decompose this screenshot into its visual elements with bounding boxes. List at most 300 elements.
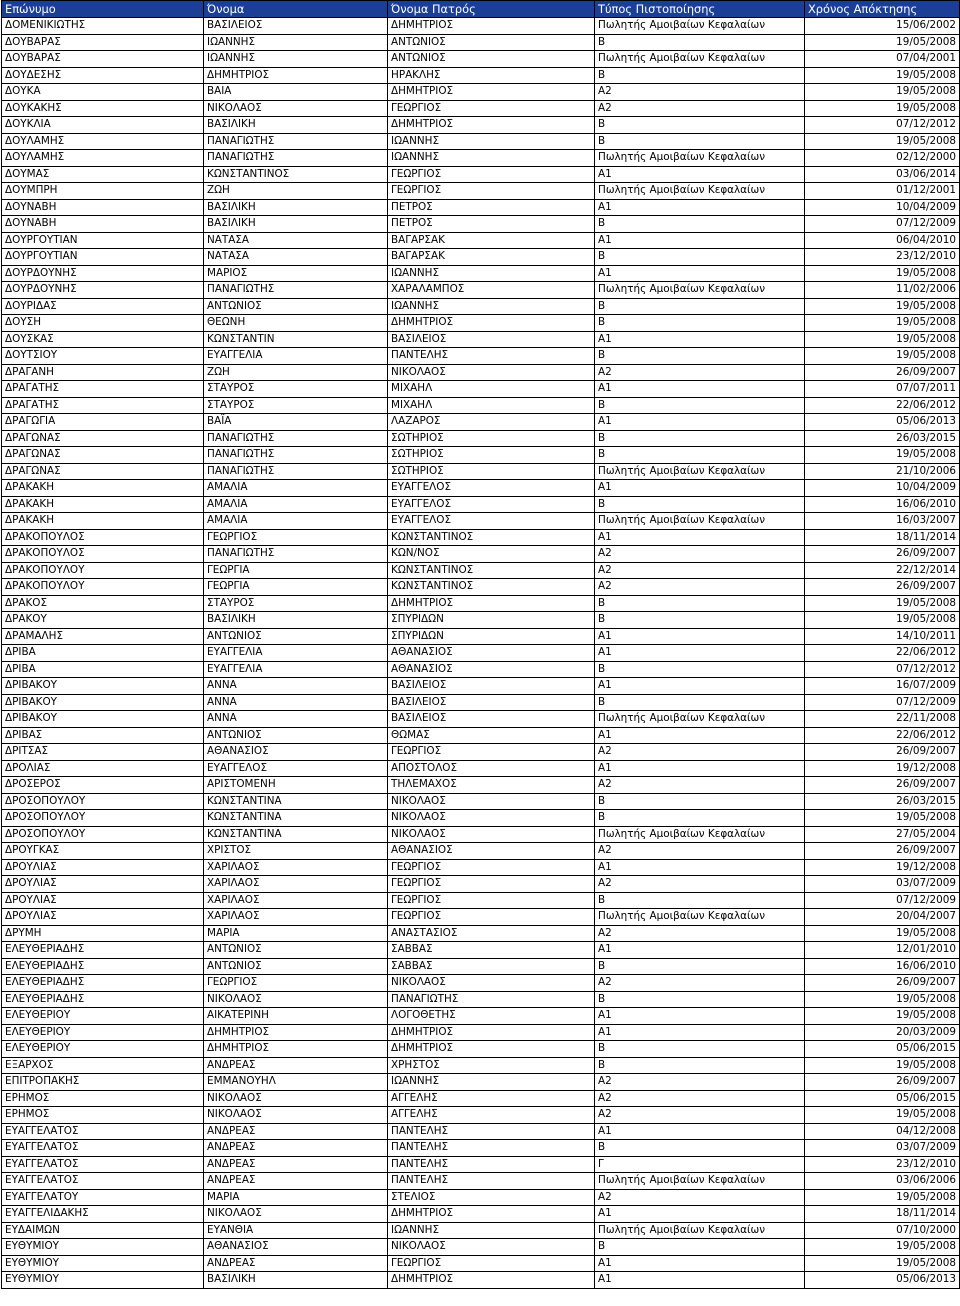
first-name-cell: ΕΜΜΑΝΟΥΗΛ: [204, 1074, 388, 1091]
acquisition-date-cell: 19/05/2008: [805, 447, 960, 464]
father-name-cell: ΠΕΤΡΟΣ: [388, 216, 595, 233]
first-name-cell: ΣΤΑΥΡΟΣ: [204, 595, 388, 612]
father-name-cell: ΓΕΩΡΓΙΟΣ: [388, 744, 595, 761]
table-row: [2, 232, 960, 249]
certification-type-cell: Β: [595, 1140, 805, 1157]
father-name-cell: ΔΗΜΗΤΡΙΟΣ: [388, 117, 595, 134]
table-row: [2, 793, 960, 810]
first-name-cell: ΧΑΡΙΛΑΟΣ: [204, 909, 388, 926]
first-name-cell: ΠΑΝΑΓΙΩΤΗΣ: [204, 546, 388, 563]
surname-cell: ΔΟΥΣΗ: [2, 315, 204, 332]
table-row: [2, 909, 960, 926]
certification-type-cell: Α1: [595, 480, 805, 497]
acquisition-date-cell: 19/05/2008: [805, 84, 960, 101]
father-name-cell: ΠΕΤΡΟΣ: [388, 199, 595, 216]
acquisition-date-cell: 26/09/2007: [805, 843, 960, 860]
surname-cell: ΕΥΑΓΓΕΛΑΤΟΣ: [2, 1123, 204, 1140]
acquisition-date-cell: 05/06/2013: [805, 1272, 960, 1289]
acquisition-date-cell: 16/06/2010: [805, 958, 960, 975]
first-name-cell: ΒΑΪΑ: [204, 414, 388, 431]
first-name-cell: ΖΩΗ: [204, 183, 388, 200]
acquisition-date-cell: 19/05/2008: [805, 612, 960, 629]
father-name-cell: ΙΩΑΝΝΗΣ: [388, 1222, 595, 1239]
certification-type-cell: Πωλητής Αμοιβαίων Κεφαλαίων: [595, 1222, 805, 1239]
header-father-name: Όνομα Πατρός: [388, 1, 595, 18]
acquisition-date-cell: 19/05/2008: [805, 1189, 960, 1206]
father-name-cell: ΤΗΛΕΜΑΧΟΣ: [388, 777, 595, 794]
first-name-cell: ΑΝΤΩΝΙΟΣ: [204, 727, 388, 744]
father-name-cell: ΑΘΑΝΑΣΙΟΣ: [388, 645, 595, 662]
table-row: [2, 1173, 960, 1190]
father-name-cell: ΓΕΩΡΓΙΟΣ: [388, 876, 595, 893]
first-name-cell: ΑΝΔΡΕΑΣ: [204, 1123, 388, 1140]
surname-cell: ΔΡΑΓΑΝΗ: [2, 364, 204, 381]
certification-type-cell: Α1: [595, 199, 805, 216]
first-name-cell: ΚΩΝΣΤΑΝΤΙΝΑ: [204, 793, 388, 810]
table-row: [2, 84, 960, 101]
acquisition-date-cell: 06/04/2010: [805, 232, 960, 249]
acquisition-date-cell: 16/03/2007: [805, 513, 960, 530]
first-name-cell: ΒΑΙΑ: [204, 84, 388, 101]
first-name-cell: ΑΝΔΡΕΑΣ: [204, 1255, 388, 1272]
certification-type-cell: Β: [595, 298, 805, 315]
certification-type-cell: Πωλητής Αμοιβαίων Κεφαλαίων: [595, 282, 805, 299]
certification-type-cell: Β: [595, 991, 805, 1008]
certification-type-cell: Β: [595, 216, 805, 233]
first-name-cell: ΑΝΝΑ: [204, 678, 388, 695]
father-name-cell: ΣΑΒΒΑΣ: [388, 942, 595, 959]
father-name-cell: ΝΙΚΟΛΑΟΣ: [388, 1239, 595, 1256]
father-name-cell: ΝΙΚΟΛΑΟΣ: [388, 826, 595, 843]
acquisition-date-cell: 19/05/2008: [805, 34, 960, 51]
first-name-cell: ΠΑΝΑΓΙΩΤΗΣ: [204, 150, 388, 167]
acquisition-date-cell: 07/04/2001: [805, 51, 960, 68]
certification-type-cell: Α2: [595, 84, 805, 101]
table-row: [2, 480, 960, 497]
first-name-cell: ΚΩΝΣΤΑΝΤΙΝΑ: [204, 810, 388, 827]
father-name-cell: ΣΩΤΗΡΙΟΣ: [388, 430, 595, 447]
certification-type-cell: Β: [595, 1057, 805, 1074]
table-row: [2, 1107, 960, 1124]
acquisition-date-cell: 07/10/2000: [805, 1222, 960, 1239]
acquisition-date-cell: 19/05/2008: [805, 1057, 960, 1074]
father-name-cell: ΙΩΑΝΝΗΣ: [388, 1074, 595, 1091]
table-row: [2, 562, 960, 579]
certification-type-cell: Α1: [595, 760, 805, 777]
table-row: [2, 133, 960, 150]
first-name-cell: ΓΕΩΡΓΙΑ: [204, 562, 388, 579]
surname-cell: ΔΟΥΚΑ: [2, 84, 204, 101]
father-name-cell: ΒΑΣΙΛΕΙΟΣ: [388, 678, 595, 695]
table-row: [2, 1255, 960, 1272]
header-row: [2, 1, 960, 18]
acquisition-date-cell: 19/05/2008: [805, 925, 960, 942]
father-name-cell: ΑΓΓΕΛΗΣ: [388, 1090, 595, 1107]
acquisition-date-cell: 04/12/2008: [805, 1123, 960, 1140]
acquisition-date-cell: 19/05/2008: [805, 1239, 960, 1256]
certification-type-cell: Α2: [595, 546, 805, 563]
acquisition-date-cell: 20/04/2007: [805, 909, 960, 926]
certification-type-cell: Α2: [595, 843, 805, 860]
certification-type-cell: Γ: [595, 1156, 805, 1173]
surname-cell: ΔΡΑΚΑΚΗ: [2, 496, 204, 513]
father-name-cell: ΑΘΑΝΑΣΙΟΣ: [388, 843, 595, 860]
acquisition-date-cell: 07/12/2012: [805, 661, 960, 678]
acquisition-date-cell: 18/11/2014: [805, 529, 960, 546]
first-name-cell: ΑΝΝΑ: [204, 694, 388, 711]
certification-type-cell: Α1: [595, 1206, 805, 1223]
table-row: [2, 1024, 960, 1041]
acquisition-date-cell: 07/12/2009: [805, 694, 960, 711]
father-name-cell: ΓΕΩΡΓΙΟΣ: [388, 859, 595, 876]
first-name-cell: ΑΙΚΑΤΕΡΙΝΗ: [204, 1008, 388, 1025]
father-name-cell: ΑΝΤΩΝΙΟΣ: [388, 51, 595, 68]
table-row: [2, 892, 960, 909]
table-row: [2, 975, 960, 992]
acquisition-date-cell: 20/03/2009: [805, 1024, 960, 1041]
first-name-cell: ΔΗΜΗΤΡΙΟΣ: [204, 1024, 388, 1041]
surname-cell: ΔΟΥΡΓΟΥΤΙΑΝ: [2, 232, 204, 249]
father-name-cell: ΔΗΜΗΤΡΙΟΣ: [388, 18, 595, 35]
father-name-cell: ΣΠΥΡΙΔΩΝ: [388, 612, 595, 629]
certification-type-cell: Πωλητής Αμοιβαίων Κεφαλαίων: [595, 711, 805, 728]
acquisition-date-cell: 26/09/2007: [805, 364, 960, 381]
certification-type-cell: Α2: [595, 1189, 805, 1206]
father-name-cell: ΣΤΕΛΙΟΣ: [388, 1189, 595, 1206]
first-name-cell: ΓΕΩΡΓΙΟΣ: [204, 529, 388, 546]
surname-cell: ΔΡΙΤΣΑΣ: [2, 744, 204, 761]
surname-cell: ΔΡΟΥΓΚΑΣ: [2, 843, 204, 860]
table-row: [2, 183, 960, 200]
acquisition-date-cell: 16/07/2009: [805, 678, 960, 695]
first-name-cell: ΔΗΜΗΤΡΙΟΣ: [204, 67, 388, 84]
father-name-cell: ΒΑΣΙΛΕΙΟΣ: [388, 711, 595, 728]
surname-cell: ΕΛΕΥΘΕΡΙΟΥ: [2, 1008, 204, 1025]
table-row: [2, 958, 960, 975]
father-name-cell: ΠΑΝΤΕΛΗΣ: [388, 348, 595, 365]
first-name-cell: ΓΕΩΡΓΙΑ: [204, 579, 388, 596]
acquisition-date-cell: 03/07/2009: [805, 1140, 960, 1157]
surname-cell: ΕΛΕΥΘΕΡΙΑΔΗΣ: [2, 958, 204, 975]
surname-cell: ΔΡΟΣΟΠΟΥΛΟΥ: [2, 826, 204, 843]
acquisition-date-cell: 19/05/2008: [805, 1008, 960, 1025]
first-name-cell: ΕΥΑΓΓΕΛΙΑ: [204, 348, 388, 365]
surname-cell: ΔΡΟΛΙΑΣ: [2, 760, 204, 777]
acquisition-date-cell: 03/07/2009: [805, 876, 960, 893]
certification-type-cell: Α1: [595, 1272, 805, 1289]
father-name-cell: ΑΝΤΩΝΙΟΣ: [388, 34, 595, 51]
surname-cell: ΔΟΜΕΝΙΚΙΩΤΗΣ: [2, 18, 204, 35]
first-name-cell: ΧΡΙΣΤΟΣ: [204, 843, 388, 860]
father-name-cell: ΣΑΒΒΑΣ: [388, 958, 595, 975]
first-name-cell: ΑΜΑΛΙΑ: [204, 513, 388, 530]
father-name-cell: ΣΠΥΡΙΔΩΝ: [388, 628, 595, 645]
surname-cell: ΔΡΑΓΩΝΑΣ: [2, 430, 204, 447]
surname-cell: ΔΡΑΚΟΠΟΥΛΟΥ: [2, 579, 204, 596]
certification-type-cell: Β: [595, 348, 805, 365]
table-row: [2, 265, 960, 282]
table-row: [2, 925, 960, 942]
surname-cell: ΕΛΕΥΘΕΡΙΟΥ: [2, 1041, 204, 1058]
surname-cell: ΔΟΥΣΚΑΣ: [2, 331, 204, 348]
acquisition-date-cell: 26/03/2015: [805, 793, 960, 810]
first-name-cell: ΑΝΤΩΝΙΟΣ: [204, 942, 388, 959]
table-row: [2, 843, 960, 860]
surname-cell: ΔΡΟΥΛΙΑΣ: [2, 909, 204, 926]
surname-cell: ΕΥΑΓΓΕΛΑΤΟΥ: [2, 1189, 204, 1206]
acquisition-date-cell: 11/02/2006: [805, 282, 960, 299]
table-row: [2, 1189, 960, 1206]
table-row: [2, 18, 960, 35]
father-name-cell: ΒΑΓΑΡΣΑΚ: [388, 249, 595, 266]
acquisition-date-cell: 26/09/2007: [805, 975, 960, 992]
first-name-cell: ΕΥΑΓΓΕΛΟΣ: [204, 760, 388, 777]
table-row: [2, 150, 960, 167]
first-name-cell: ΔΗΜΗΤΡΙΟΣ: [204, 1041, 388, 1058]
surname-cell: ΔΟΥΒΑΡΑΣ: [2, 51, 204, 68]
table-row: [2, 331, 960, 348]
table-row: [2, 298, 960, 315]
surname-cell: ΔΡΑΓΑΤΗΣ: [2, 381, 204, 398]
acquisition-date-cell: 22/06/2012: [805, 727, 960, 744]
surname-cell: ΕΥΑΓΓΕΛΑΤΟΣ: [2, 1156, 204, 1173]
certification-type-cell: Α1: [595, 414, 805, 431]
acquisition-date-cell: 19/05/2008: [805, 810, 960, 827]
father-name-cell: ΚΩΝΣΤΑΝΤΙΝΟΣ: [388, 529, 595, 546]
surname-cell: ΕΥΑΓΓΕΛΑΤΟΣ: [2, 1140, 204, 1157]
surname-cell: ΕΡΗΜΟΣ: [2, 1090, 204, 1107]
acquisition-date-cell: 19/12/2008: [805, 859, 960, 876]
father-name-cell: ΓΕΩΡΓΙΟΣ: [388, 183, 595, 200]
acquisition-date-cell: 05/06/2015: [805, 1041, 960, 1058]
acquisition-date-cell: 22/06/2012: [805, 645, 960, 662]
first-name-cell: ΒΑΣΙΛΕΙΟΣ: [204, 18, 388, 35]
first-name-cell: ΜΑΡΙΑ: [204, 1189, 388, 1206]
first-name-cell: ΜΑΡΙΟΣ: [204, 265, 388, 282]
certification-type-cell: Πωλητής Αμοιβαίων Κεφαλαίων: [595, 183, 805, 200]
acquisition-date-cell: 22/06/2012: [805, 397, 960, 414]
father-name-cell: ΓΕΩΡΓΙΟΣ: [388, 892, 595, 909]
surname-cell: ΔΡΙΒΑ: [2, 645, 204, 662]
father-name-cell: ΔΗΜΗΤΡΙΟΣ: [388, 1041, 595, 1058]
surname-cell: ΔΡΑΚΟΠΟΥΛΟΣ: [2, 546, 204, 563]
surname-cell: ΔΡΑΚΑΚΗ: [2, 513, 204, 530]
certification-type-cell: Α2: [595, 579, 805, 596]
acquisition-date-cell: 19/12/2008: [805, 760, 960, 777]
acquisition-date-cell: 22/11/2008: [805, 711, 960, 728]
table-row: [2, 199, 960, 216]
surname-cell: ΔΡΙΒΑΚΟΥ: [2, 678, 204, 695]
surname-cell: ΔΟΥΤΣΙΟΥ: [2, 348, 204, 365]
certification-type-cell: Β: [595, 34, 805, 51]
father-name-cell: ΙΩΑΝΝΗΣ: [388, 298, 595, 315]
certification-type-cell: Α1: [595, 1008, 805, 1025]
certification-type-cell: Α1: [595, 942, 805, 959]
acquisition-date-cell: 15/06/2002: [805, 18, 960, 35]
table-row: [2, 645, 960, 662]
certification-type-cell: Α1: [595, 645, 805, 662]
acquisition-date-cell: 19/05/2008: [805, 133, 960, 150]
first-name-cell: ΠΑΝΑΓΙΩΤΗΣ: [204, 282, 388, 299]
first-name-cell: ΝΙΚΟΛΑΟΣ: [204, 1107, 388, 1124]
father-name-cell: ΛΑΖΑΡΟΣ: [388, 414, 595, 431]
certification-type-cell: Α1: [595, 166, 805, 183]
father-name-cell: ΝΙΚΟΛΑΟΣ: [388, 364, 595, 381]
table-row: [2, 463, 960, 480]
certification-type-cell: Α2: [595, 1074, 805, 1091]
certification-type-cell: Α1: [595, 678, 805, 695]
acquisition-date-cell: 19/05/2008: [805, 1107, 960, 1124]
certification-type-cell: Β: [595, 133, 805, 150]
table-row: [2, 628, 960, 645]
father-name-cell: ΚΩΝ/ΝΟΣ: [388, 546, 595, 563]
surname-cell: ΕΥΘΥΜΙΟΥ: [2, 1239, 204, 1256]
surname-cell: ΔΟΥΡΔΟΥΝΗΣ: [2, 265, 204, 282]
header-acquisition-date: Χρόνος Απόκτησης: [805, 1, 960, 18]
father-name-cell: ΑΝΑΣΤΑΣΙΟΣ: [388, 925, 595, 942]
acquisition-date-cell: 02/12/2000: [805, 150, 960, 167]
father-name-cell: ΗΡΑΚΛΗΣ: [388, 67, 595, 84]
certification-type-cell: Β: [595, 810, 805, 827]
surname-cell: ΕΛΕΥΘΕΡΙΑΔΗΣ: [2, 991, 204, 1008]
acquisition-date-cell: 19/05/2008: [805, 67, 960, 84]
certification-type-cell: Β: [595, 958, 805, 975]
first-name-cell: ΒΑΣΙΛΙΚΗ: [204, 612, 388, 629]
table-row: [2, 859, 960, 876]
acquisition-date-cell: 07/07/2011: [805, 381, 960, 398]
first-name-cell: ΒΑΣΙΛΙΚΗ: [204, 117, 388, 134]
table-row: [2, 51, 960, 68]
father-name-cell: ΑΓΓΕΛΗΣ: [388, 1107, 595, 1124]
acquisition-date-cell: 18/11/2014: [805, 1206, 960, 1223]
certification-type-cell: Β: [595, 249, 805, 266]
table-row: [2, 1074, 960, 1091]
father-name-cell: ΔΗΜΗΤΡΙΟΣ: [388, 315, 595, 332]
certification-type-cell: Β: [595, 892, 805, 909]
certification-table: [1, 0, 960, 1289]
table-row: [2, 826, 960, 843]
table-row: [2, 381, 960, 398]
acquisition-date-cell: 10/04/2009: [805, 480, 960, 497]
surname-cell: ΔΡΑΚΟΠΟΥΛΟΥ: [2, 562, 204, 579]
acquisition-date-cell: 27/05/2004: [805, 826, 960, 843]
certification-type-cell: Β: [595, 117, 805, 134]
father-name-cell: ΒΑΓΑΡΣΑΚ: [388, 232, 595, 249]
certification-type-cell: Α2: [595, 744, 805, 761]
surname-cell: ΕΛΕΥΘΕΡΙΑΔΗΣ: [2, 975, 204, 992]
father-name-cell: ΧΑΡΑΛΑΜΠΟΣ: [388, 282, 595, 299]
certification-type-cell: Β: [595, 612, 805, 629]
first-name-cell: ΝΑΤΑΣΑ: [204, 249, 388, 266]
table-row: [2, 942, 960, 959]
first-name-cell: ΚΩΝΣΤΑΝΤΙΝ: [204, 331, 388, 348]
surname-cell: ΔΡΑΓΩΝΑΣ: [2, 463, 204, 480]
father-name-cell: ΕΥΑΓΓΕΛΟΣ: [388, 480, 595, 497]
certification-type-cell: Β: [595, 67, 805, 84]
table-row: [2, 1222, 960, 1239]
table-row: [2, 678, 960, 695]
table-row: [2, 1123, 960, 1140]
surname-cell: ΔΡΑΚΟΠΟΥΛΟΣ: [2, 529, 204, 546]
surname-cell: ΕΛΕΥΘΕΡΙΟΥ: [2, 1024, 204, 1041]
table-row: [2, 612, 960, 629]
acquisition-date-cell: 23/12/2010: [805, 1156, 960, 1173]
acquisition-date-cell: 07/12/2009: [805, 892, 960, 909]
father-name-cell: ΒΑΣΙΛΕΙΟΣ: [388, 331, 595, 348]
table-row: [2, 513, 960, 530]
certification-type-cell: Α2: [595, 364, 805, 381]
surname-cell: ΕΥΘΥΜΙΟΥ: [2, 1272, 204, 1289]
first-name-cell: ΠΑΝΑΓΙΩΤΗΣ: [204, 463, 388, 480]
first-name-cell: ΒΑΣΙΛΙΚΗ: [204, 1272, 388, 1289]
surname-cell: ΕΥΘΥΜΙΟΥ: [2, 1255, 204, 1272]
certification-type-cell: Α2: [595, 925, 805, 942]
surname-cell: ΔΟΥΡΔΟΥΝΗΣ: [2, 282, 204, 299]
first-name-cell: ΑΜΑΛΙΑ: [204, 480, 388, 497]
table-row: [2, 1057, 960, 1074]
surname-cell: ΔΡΙΒΑΚΟΥ: [2, 711, 204, 728]
table-row: [2, 34, 960, 51]
first-name-cell: ΑΘΑΝΑΣΙΟΣ: [204, 1239, 388, 1256]
table-row: [2, 744, 960, 761]
acquisition-date-cell: 19/05/2008: [805, 595, 960, 612]
surname-cell: ΔΟΥΡΓΟΥΤΙΑΝ: [2, 249, 204, 266]
table-row: [2, 364, 960, 381]
table-row: [2, 117, 960, 134]
surname-cell: ΔΡΑΓΩΝΑΣ: [2, 447, 204, 464]
father-name-cell: ΓΕΩΡΓΙΟΣ: [388, 909, 595, 926]
father-name-cell: ΠΑΝΤΕΛΗΣ: [388, 1140, 595, 1157]
certification-type-cell: Α2: [595, 975, 805, 992]
acquisition-date-cell: 07/12/2012: [805, 117, 960, 134]
first-name-cell: ΧΑΡΙΛΑΟΣ: [204, 859, 388, 876]
certification-type-cell: Α1: [595, 529, 805, 546]
acquisition-date-cell: 26/09/2007: [805, 546, 960, 563]
first-name-cell: ΑΝΔΡΕΑΣ: [204, 1140, 388, 1157]
acquisition-date-cell: 05/06/2015: [805, 1090, 960, 1107]
certification-type-cell: Β: [595, 397, 805, 414]
table-row: [2, 1041, 960, 1058]
acquisition-date-cell: 26/09/2007: [805, 1074, 960, 1091]
father-name-cell: ΕΥΑΓΓΕΛΟΣ: [388, 496, 595, 513]
surname-cell: ΔΡΟΥΛΙΑΣ: [2, 892, 204, 909]
certification-type-cell: Β: [595, 661, 805, 678]
father-name-cell: ΘΩΜΑΣ: [388, 727, 595, 744]
acquisition-date-cell: 26/09/2007: [805, 579, 960, 596]
certification-type-cell: Α1: [595, 628, 805, 645]
first-name-cell: ΣΤΑΥΡΟΣ: [204, 381, 388, 398]
table-row: [2, 694, 960, 711]
father-name-cell: ΙΩΑΝΝΗΣ: [388, 150, 595, 167]
first-name-cell: ΒΑΣΙΛΙΚΗ: [204, 216, 388, 233]
table-row: [2, 595, 960, 612]
first-name-cell: ΑΘΑΝΑΣΙΟΣ: [204, 744, 388, 761]
certification-type-cell: Β: [595, 447, 805, 464]
surname-cell: ΔΡΟΣΟΠΟΥΛΟΥ: [2, 793, 204, 810]
acquisition-date-cell: 23/12/2010: [805, 249, 960, 266]
table-row: [2, 348, 960, 365]
certification-type-cell: Β: [595, 595, 805, 612]
certification-type-cell: Α1: [595, 727, 805, 744]
acquisition-date-cell: 19/05/2008: [805, 298, 960, 315]
certification-type-cell: Α1: [595, 1255, 805, 1272]
first-name-cell: ΘΕΩΝΗ: [204, 315, 388, 332]
father-name-cell: ΠΑΝΤΕΛΗΣ: [388, 1173, 595, 1190]
acquisition-date-cell: 19/05/2008: [805, 331, 960, 348]
surname-cell: ΔΡΟΣΕΡΟΣ: [2, 777, 204, 794]
first-name-cell: ΒΑΣΙΛΙΚΗ: [204, 199, 388, 216]
acquisition-date-cell: 12/01/2010: [805, 942, 960, 959]
